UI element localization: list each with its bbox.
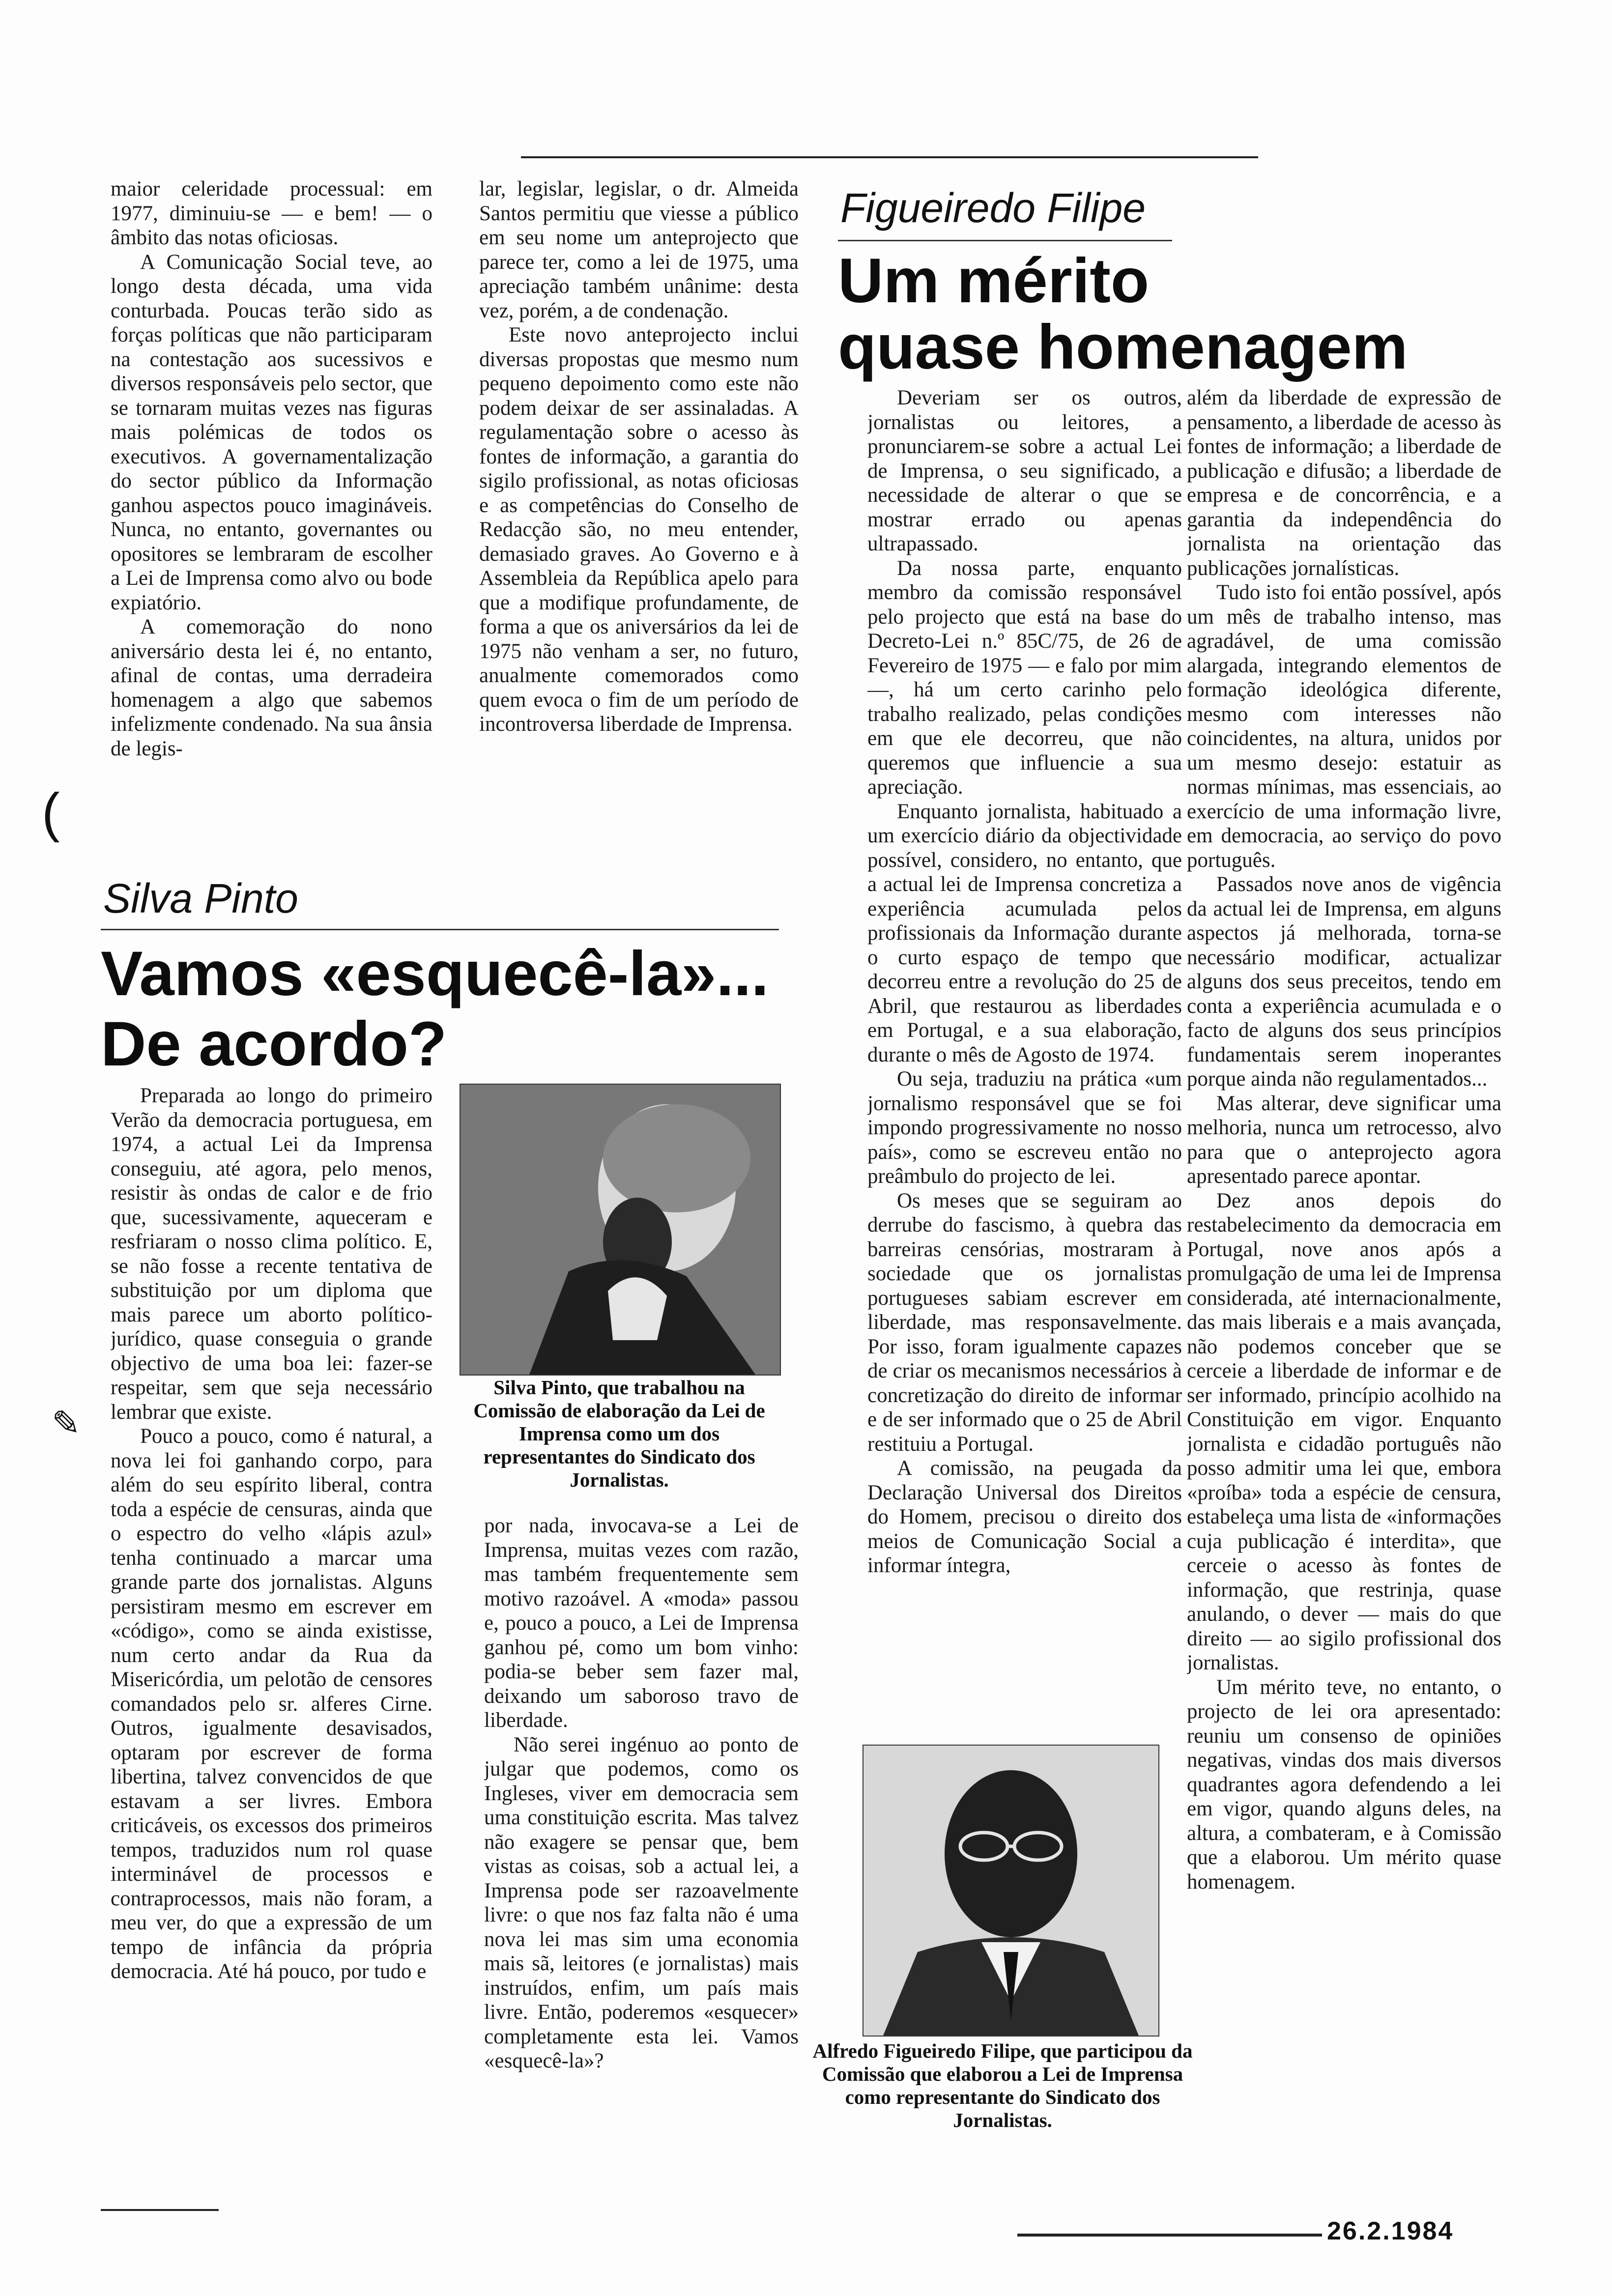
paragraph: Ou seja, traduziu na prática «um jornalismo responsável que se foi impondo progressivamente no nosso país», como se escreveu então no preâmbulo do projecto de lei. (867, 1067, 1182, 1188)
headline-silva-line2: De acordo? (101, 1009, 447, 1079)
paragraph: A Comunicação Social teve, ao longo desta década, uma vida conturbada. Poucas terão sido as forças políticas que não participaram na contestação aos sucessivos e diversos responsáveis pelo sector, que se tornaram muitas vezes nas figuras mais polémicas de todos os executivos. A governamentalização do sector público da Informação ganhou aspectos pouco imagináveis. Nunca, no entanto, governantes ou opositores se lembraram de escolher a Lei de Imprensa como alvo ou bode expiatório. (111, 250, 432, 614)
paragraph: Dez anos depois do restabelecimento da democracia em Portugal, nove anos após a promulgação de uma lei de Imprensa considerada, até internacionalmente, das mais liberais e a mais avançada, não podemos conceber que se cerceie a liberdade de informar e de ser informado, princípio acolhido na Constituição em vigor. Enquanto jornalista e cidadão português não posso admitir uma lei que, embora «proíba» toda a espécie de censura, estabeleça uma lista de «informações cuja publicação é interdita», que cerceie o acesso às fontes de informação, que restrinja, quase anulando, o dever — mais do que direito — ao sigilo profissional dos jornalistas. (1187, 1189, 1501, 1674)
footer-rule (1017, 2234, 1322, 2237)
portrait-silhouette-icon (461, 1085, 780, 1375)
headline-figueiredo-line1: Um mérito (838, 246, 1149, 316)
paragraph: por nada, invocava-se a Lei de Imprensa, muitas vezes com razão, mas também frequentemente sem motivo razoável. A «moda» passou e, pouco a pouco, a Lei de Imprensa ganhou pé, como um bom vinho: podia-se beber sem fazer mal, deixando um saboroso travo de liberdade. (484, 1514, 799, 1732)
silva-article-col2 (484, 1514, 799, 2204)
paragraph: Da nossa parte, enquanto membro da comissão responsável pelo projecto que está na base do Decreto-Lei n.º 85C/75, de 26 de Fevereiro de 1975 — e falo por mim —, há um certo carinho pelo trabalho realizado, pelas condições em que ele decorreu, que não queremos que influencie a sua apreciação. (867, 556, 1182, 799)
top-rule (521, 156, 1258, 158)
caption-figueiredo-filipe: Alfredo Figueiredo Filipe, que participou da Comissão que elaborou a Lei de Imprensa como representante do Sindicato dos Jornalistas. (812, 2039, 1193, 2131)
paragraph: Os meses que se seguiram ao derrube do fascismo, à quebra das barreiras censórias, mostraram à sociedade que os jornalistas portugueses sabiam escrever em liberdade, mas responsavelmente. Por isso, foram igualmente capazes de criar os mecanismos necessários à concretização do direito de informar e de ser informado que o 25 de Abril restituiu a Portugal. (867, 1189, 1182, 1456)
continued-article-col2 (479, 177, 799, 880)
caption-silva-pinto: Silva Pinto, que trabalhou na Comissão de elaboração da Lei de Imprensa como um dos representantes do Sindicato dos Jornalistas. (473, 1376, 765, 1491)
bottom-left-rule (101, 2209, 219, 2211)
paragraph: Passados nove anos de vigência da actual lei de Imprensa, em alguns aspectos já melhorada, torna-se necessário modificar, actualizar alguns dos seus preceitos, tendo em conta a experiência acumulada e o facto de alguns dos seus princípios fundamentais serem inoperantes porque ainda não regulamentados... (1187, 873, 1501, 1091)
paragraph: Preparada ao longo do primeiro Verão da democracia portuguesa, em 1974, a actual Lei da Imprensa conseguiu, até agora, pelo menos, resistir às ondas de calor e de frio que, sucessivamente, aqueceram e resfriaram o nosso clima político. E, se não fosse a recente tentativa de substituição por um diploma que mais parece um aborto político-jurídico, quase conseguia o grande objectivo de uma boa lei: fazer-se respeitar, sem que seja necessário lembrar que existe. (111, 1084, 432, 1424)
kicker-silva-pinto: Silva Pinto (103, 875, 298, 921)
paragraph: Um mérito teve, no entanto, o projecto de lei ora apresentado: reuniu um consenso de opiniões negativas, vindas dos mais diversos quadrantes agora defendendo a lei em vigor, quando alguns deles, na altura, a combateram, e à Comissão que a elaborou. Um mérito quase homenagem. (1187, 1675, 1501, 1894)
photo-figueiredo-filipe (863, 1745, 1159, 2037)
headline-silva-line1: Vamos «esquecê-la»... (101, 939, 769, 1009)
paragraph: Deveriam ser os outros, jornalistas ou leitores, a pronunciarem-se sobre a actual Lei de Imprensa, o seu significado, a necessidade de alterar o que se mostrar errado ou apenas ultrapassado. (867, 386, 1182, 555)
paragraph: Enquanto jornalista, habituado a um exercício diário da objectividade possível, considero, no entanto, que a actual lei de Imprensa concretiza a experiência acumulada pelos profissionais da Informação durante o curto espaço de tempo que decorreu entre a revolução do 25 de Abril, que restaurou as liberdades em Portugal, e a sua elaboração, durante o mês de Agosto de 1974. (867, 800, 1182, 1066)
paragraph: Tudo isto foi então possível, após um mês de trabalho intenso, mas agradável, de uma comissão alargada, integrando elementos de formação ideológica diferente, mesmo com interesses não coincidentes, na altura, unidos por um mesmo desejo: estatuir as normas mínimas, mas essenciais, ao exercício de uma informação livre, em democracia, ao serviço do povo português. (1187, 581, 1501, 872)
paragraph: Este novo anteprojecto inclui diversas propostas que mesmo num pequeno depoimento como este não podem deixar de ser assinaladas. A regulamentação sobre o acesso às fontes de informação, a garantia do sigilo profissional, as notas oficiosas e as competências do Conselho de Redacção são, no meu entender, demasiado graves. Ao Governo e à Assembleia da República apelo para que a modifique profundamente, de forma a que os aniversários da lei de 1975 não venham a ser, no futuro, anualmente comemorados como quem evoca o fim de um período de incontroversa liberdade de Imprensa. (479, 323, 799, 736)
margin-arrow-mark: ✎ (52, 1404, 81, 1442)
paragraph: lar, legislar, legislar, o dr. Almeida Santos permitiu que viesse a público em seu nome um anteprojecto que parece ter, como a lei de 1975, uma apreciação também unânime: desta vez, porém, a de condenação. (479, 177, 799, 322)
paragraph: maior celeridade processual: em 1977, diminuiu-se — e bem! — o âmbito das notas oficiosas. (111, 177, 432, 249)
figueiredo-article-col1 (867, 386, 1182, 1740)
kicker-figueiredo-filipe: Figueiredo Filipe (840, 185, 1146, 231)
figueiredo-article-col2 (1187, 386, 1501, 2194)
headline-figueiredo-line2: quase homenagem (838, 312, 1408, 382)
photo-silva-pinto (460, 1084, 781, 1376)
continued-article-col1 (111, 177, 432, 872)
paragraph: além da liberdade de expressão de pensamento, a liberdade de acesso às fontes de informação; a liberdade de publicação e difusão; a liberdade de empresa e de concorrência, e a garantia da independência do jornalista na orientação das publicações jornalísticas. (1187, 386, 1501, 580)
paragraph: A comissão, na peugada da Declaração Universal dos Direitos do Homem, precisou o direito dos meios de Comunicação Social a informar íntegra, (867, 1457, 1182, 1577)
paragraph: A comemoração do nono aniversário desta lei é, no entanto, afinal de contas, uma derradeira homenagem a algo que sabemos infelizmente condenado. Na sua ânsia de legis- (111, 615, 432, 760)
kicker-rule-figueiredo (838, 240, 1172, 241)
paragraph: Mas alterar, deve significar uma melhoria, nunca um retrocesso, alvo para que o anteprojecto agora apresentado parece apontar. (1187, 1091, 1501, 1188)
paragraph: Pouco a pouco, como é natural, a nova lei foi ganhando corpo, para além do seu espírito liberal, contra toda a espécie de censuras, ainda que o espectro do velho «lápis azul» tenha continuado a marcar uma grande parte dos jornalistas. Alguns persistiram mesmo em escrever em «código», como se ainda existisse, num certo andar da Rua da Misericórdia, um pelotão de censores comandados pelo sr. alferes Cirne. Outros, igualmente desavisados, optaram por escrever de forma libertina, talvez convencidos de que estavam a ser livres. Embora criticáveis, os excessos dos primeiros tempos, traduzidos num rol quase interminável de processos e contraprocessos, mais não foram, a meu ver, do que a expressão de um tempo de infância da própria democracia. Até há pouco, por tudo e (111, 1425, 432, 1983)
footer-date: 26.2.1984 (1327, 2217, 1454, 2245)
kicker-rule (101, 929, 779, 930)
portrait-silhouette-icon (864, 1746, 1158, 2036)
paragraph: Não serei ingénuo ao ponto de julgar que podemos, como os Ingleses, viver em democracia sem uma constituição escrita. Mas talvez não exagere se pensar que, bem vistas as coisas, sob a actual lei, a Imprensa pode ser razoavelmente livre: o que nos faz falta não é uma nova lei mas sim uma economia mais sã, leitores (e jornalistas) mais instruídos, enfim, um país mais livre. Então, poderemos «esquecer» completamente esta lei. Vamos «esquecê-la»? (484, 1733, 799, 2072)
silva-article-col1 (111, 1084, 432, 2199)
margin-bracket-mark: ( (42, 782, 60, 843)
